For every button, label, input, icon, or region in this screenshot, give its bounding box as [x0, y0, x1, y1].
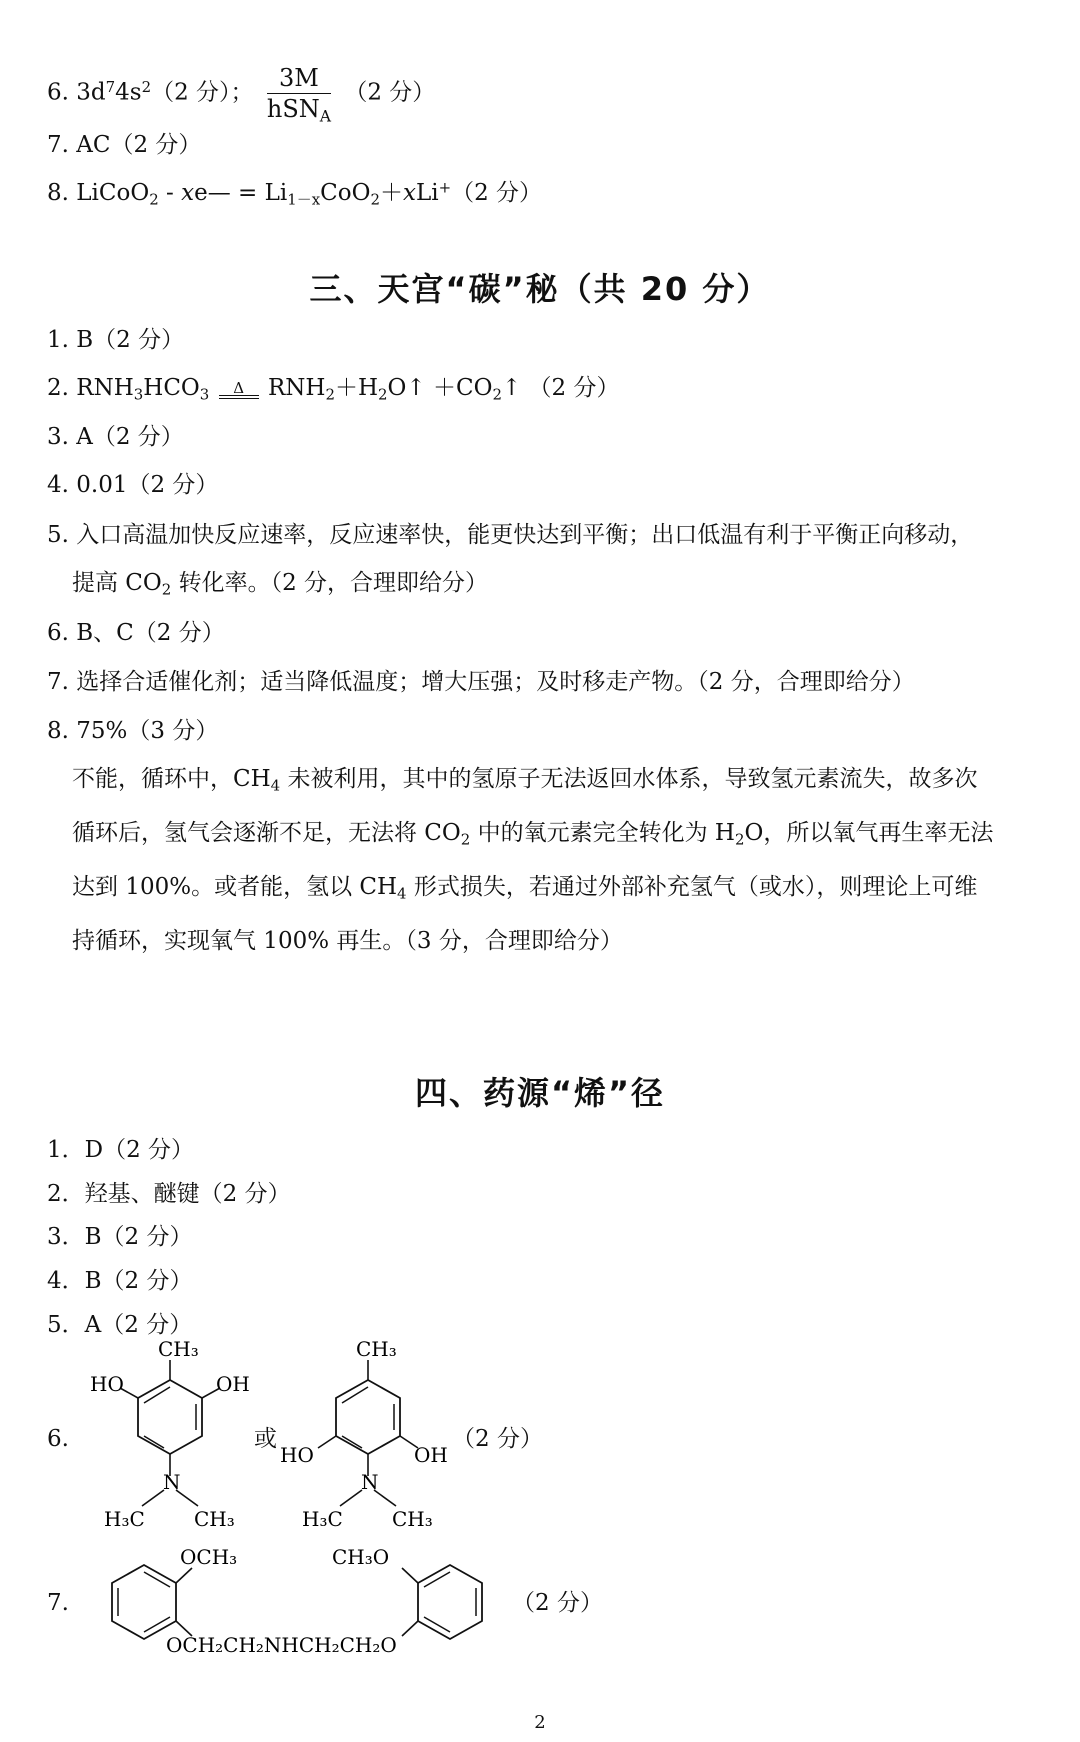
p3-answer-8: 8. 75%（3 分） — [47, 718, 219, 744]
heating-equals-sign: Δ — [217, 395, 261, 399]
p3-answer-2: 2. $RNH_3HCO_3$ Δ $RNH_2+H_2O↑$ $+CO_2↑$ （2 分） — [47, 375, 620, 404]
answer-6: 6. $3d^74s^2(2$ 分）； $\frac{3M}{hSN_A}$ （2 分） — [47, 64, 436, 126]
p3-answer-5-line2: 提高 $CO_2$ 转化率。（2 分，合理即给分） — [72, 570, 489, 599]
density-fraction: $\frac{3M}{hSN_A}$ — [266, 64, 332, 126]
p4-answer-6-or: 或 — [254, 1426, 277, 1452]
answer-8: 8. LiCoO$_2$ - xe— = $Li_{1-x}CoO_2+xLi^+(2$ 分） — [47, 178, 543, 209]
s6b-h3c: H₃C — [302, 1507, 343, 1530]
p3-answer-5-line1: 5. 入口高温加快反应速率，反应速率快，能更快达到平衡；出口低温有利于平衡正向移动， — [47, 522, 974, 548]
structure-6a — [80, 1340, 270, 1530]
s6a-ch3: CH₃ — [158, 1340, 199, 1361]
answer-7: 7. AC（2 分） — [47, 132, 202, 158]
p3-answer-8-explanation: 不能，循环中，$CH_4$ 未被利用，其中的氢原子无法返回水体系，导致氢元素流失，故多次 循环后，氢气会逐渐不足，无法将 $CO_2$ 中的氧元素完全转化为 $H_2O$，所以氧气再生率无法 达到 100%。或者能，氢以 $CH_4$ 形式损失，若通过外部补充氢气（或水），则理论上可维 持循环，实现氧气 100% 再生。（3 分，合理即给分） — [72, 766, 994, 954]
p4-answer-6-score: （2 分） — [452, 1426, 543, 1452]
p3-answer-1: 1. B（2 分） — [47, 327, 185, 353]
s6a-h3c: H₃C — [104, 1507, 145, 1530]
s6a-ho: HO — [90, 1372, 124, 1396]
p4-answer-6-number: 6. — [47, 1426, 69, 1452]
s7-ch3o: CH₃O — [332, 1545, 390, 1569]
s6b-n: N — [361, 1470, 379, 1494]
p4-answer-1: 1．D（2 分） — [47, 1137, 195, 1163]
s6a-n: N — [163, 1470, 181, 1494]
section-title-3: 三、天宫“碳”秘（共 20 分） — [309, 270, 771, 308]
p3-answer-3: 3. A（2 分） — [47, 424, 184, 450]
p4-answer-3: 3．B（2 分） — [47, 1224, 193, 1250]
structure-7 — [88, 1540, 518, 1655]
s7-och3: OCH₃ — [180, 1545, 238, 1569]
s6b-ch3b: CH₃ — [392, 1507, 433, 1530]
section-title-4: 四、药源“烯”径 — [414, 1074, 666, 1112]
p3-answer-6: 6. B、C（2 分） — [47, 620, 225, 646]
p4-answer-5: 5．A（2 分） — [47, 1312, 193, 1338]
s6b-ch3: CH₃ — [356, 1340, 397, 1361]
s6b-oh: OH — [414, 1443, 448, 1467]
p4-answer-4: 4．B（2 分） — [47, 1268, 193, 1294]
s6a-oh: OH — [216, 1372, 250, 1396]
p3-answer-7: 7. 选择合适催化剂；适当降低温度；增大压强；及时移走产物。（2 分，合理即给分） — [47, 669, 915, 695]
p4-answer-7-score: （2 分） — [512, 1590, 603, 1616]
s6b-ho: HO — [280, 1443, 314, 1467]
s7-chain: OCH₂CH₂NHCH₂CH₂O — [166, 1633, 397, 1655]
p4-answer-2: 2．羟基、醚键（2 分） — [47, 1181, 291, 1207]
s6a-ch3b: CH₃ — [194, 1507, 235, 1530]
page-number: 2 — [534, 1712, 546, 1733]
p3-answer-4: 4. 0.01（2 分） — [47, 472, 219, 498]
p4-answer-7-number: 7. — [47, 1590, 69, 1616]
structure-6b — [278, 1340, 468, 1530]
